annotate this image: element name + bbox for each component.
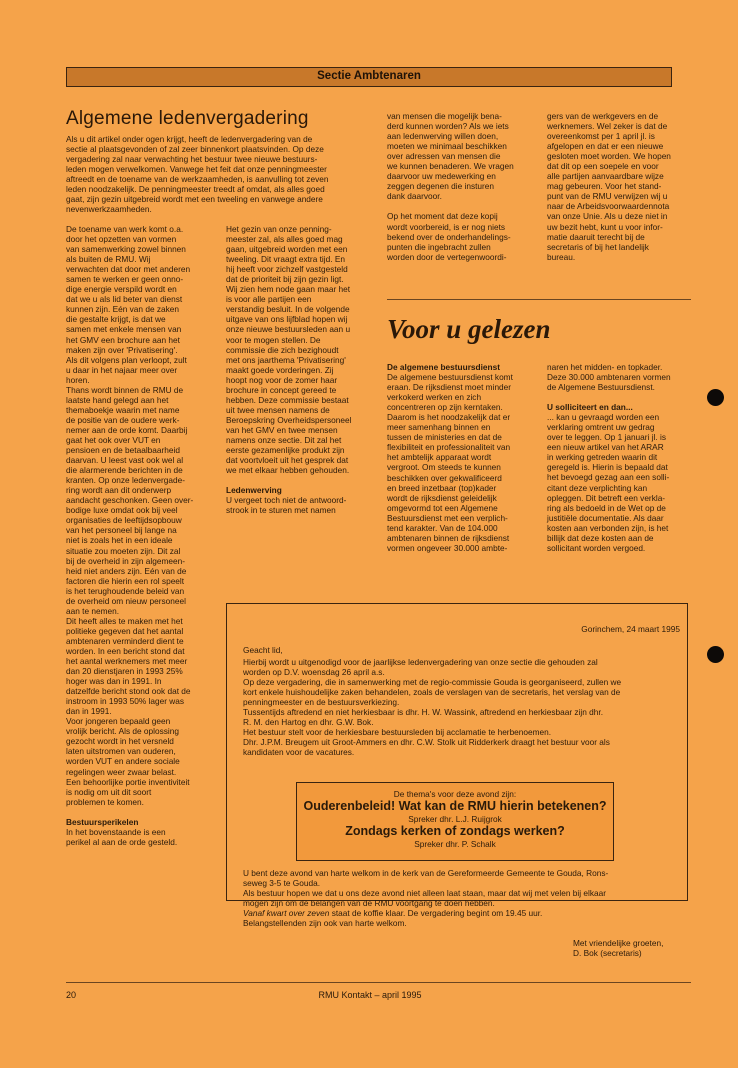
text-line: citant deze verplichting kan bbox=[547, 482, 648, 493]
text-line: verstandig besluit. In de volgende bbox=[226, 304, 350, 315]
text-line: dige energie verspild wordt en bbox=[66, 284, 177, 295]
text-line: situatie zou moeten zijn. Dit zal bbox=[66, 545, 181, 556]
text-line: Wij zien hem node gaan maar het bbox=[226, 284, 351, 295]
text-line: gaat, zijn gezin uitgebreid wordt met een tweeling en vanwege andere bbox=[66, 194, 323, 205]
speaker-1: Spreker dhr. L.J. Ruijgrok bbox=[408, 814, 502, 825]
coffee-text: staat de koffie klaar. De vergadering begint om 19.45 uur. bbox=[329, 908, 543, 919]
text-line: van het GMV en twee mensen bbox=[226, 424, 338, 435]
text-line: uw bezit hebt, kunt u voor infor- bbox=[547, 221, 663, 232]
text-line: door het opzetten van vormen bbox=[66, 234, 177, 245]
text-line: over adressen van mensen die bbox=[387, 151, 501, 162]
text-line: verkokerd werken en zich bbox=[387, 392, 482, 403]
text-line: concentreren op zijn kerntaken. bbox=[387, 402, 503, 413]
text-line: Deze 30.000 ambtenaren vormen bbox=[547, 372, 671, 383]
subheading-u-solliciteert: U solliciteert en dan... bbox=[547, 402, 633, 413]
text-line: billijk dat deze kosten aan de bbox=[547, 532, 654, 543]
text-line: mag gebeuren. Voor het stand- bbox=[547, 181, 662, 192]
text-line: worden op D.V. woensdag 26 april a.s. bbox=[243, 667, 385, 678]
text-line: die gestalte krijgt, is dat we bbox=[66, 314, 166, 325]
welcome-line: Belangstellenden zijn ook van harte welkom. bbox=[243, 918, 407, 929]
theme-2: Zondags kerken of zondags werken? bbox=[345, 824, 565, 839]
text-line: vergroot. Om steeds te kunnen bbox=[387, 462, 501, 473]
text-line: tussen de ministeries en dat de bbox=[387, 432, 502, 443]
text-line: worden VUT en andere sociale bbox=[66, 756, 180, 767]
text-line: kandidaten voor de vacatures. bbox=[243, 747, 355, 758]
text-line: dat dit op een soepele en voor bbox=[547, 161, 659, 172]
text-line: instroom in 1993 50% lager was bbox=[66, 696, 185, 707]
text-line: punt van de RMU verwijzen wij u bbox=[547, 191, 668, 202]
text-line: seweg 3-5 te Gouda. bbox=[243, 878, 321, 889]
regards: Met vriendelijke groeten, bbox=[573, 938, 664, 948]
text-line: Als dit volgens plan verloopt, zult bbox=[66, 354, 187, 365]
text-line: dank daarvoor. bbox=[387, 191, 442, 202]
text-line: meer samenhang binnen en bbox=[387, 422, 491, 433]
text-line: hoger was dan in 1991. In bbox=[66, 676, 162, 687]
text-line: gers van de werkgevers en de bbox=[547, 111, 659, 121]
text-line: vrolijk bericht. Als de oplossing bbox=[66, 726, 179, 737]
text-line: sectie al plaatsgevonden of zal zeer binnenkort plaatsvinden. Op deze bbox=[66, 144, 324, 155]
text-line: afgelopen en dat er een nieuwe bbox=[547, 141, 664, 152]
text-line: daarvan. U leest vast ook wel al bbox=[66, 455, 184, 466]
letter-closing bbox=[243, 868, 683, 928]
text-line: dat voortvloeit uit het gesprek dat bbox=[226, 455, 349, 466]
text-line: nemer aan de orde komt. Daarbij bbox=[66, 424, 188, 435]
text-line: aandacht geschonken. Geen over- bbox=[66, 495, 194, 506]
text-line: commissie die zich bezighoudt bbox=[226, 344, 339, 355]
text-line: Voor jongeren bepaald geen bbox=[66, 716, 171, 727]
text-line: we kunnen benaderen. We vragen bbox=[387, 161, 514, 172]
text-line: tend karakter. Van de 104.000 bbox=[387, 522, 498, 533]
text-line: is het terughoudende beleid van bbox=[66, 585, 185, 596]
text-line: meester zal, als alles goed mag bbox=[226, 234, 343, 245]
text-line: kunnen zijn. Eén van de zaken bbox=[66, 304, 180, 315]
coffee-time: Vanaf kwart over zeven bbox=[243, 908, 330, 919]
text-line: Daarom is het noodzakelijk dat er bbox=[387, 412, 511, 423]
text-line: ambtenaren binnen de rijksdienst bbox=[387, 532, 510, 543]
text-line: Bestuursdienst met een verplich- bbox=[387, 512, 508, 523]
text-line: is nodig om uit dit soort bbox=[66, 786, 152, 797]
text-line: problemen te komen. bbox=[66, 796, 144, 807]
text-line: Een behoorlijke portie inventiviteit bbox=[66, 776, 190, 787]
text-line: en breed inzetbaar (top)kader bbox=[387, 482, 497, 493]
text-line: dan 20 dienstjaren in 1993 25% bbox=[66, 666, 183, 677]
text-line: u daar in het najaar meer over bbox=[66, 364, 178, 375]
text-line: van het personeel bij lange na bbox=[66, 525, 177, 536]
text-line: wordt de rijksdienst geleidelijk bbox=[387, 492, 497, 503]
voor-u-gelezen-title: Voor u gelezen bbox=[387, 314, 551, 344]
text-line: hoopt nog voor de zomer haar bbox=[226, 374, 338, 385]
text-line: het ambtelijk apparaat wordt bbox=[387, 452, 492, 463]
text-line: aan ledenwerving willen doen, bbox=[387, 131, 499, 142]
text-line: gaan, uitgebreid worden met een bbox=[226, 244, 348, 255]
text-line: laten uitstromen van ouderen, bbox=[66, 746, 176, 757]
text-line: wordt voorbereid, is er nog niets bbox=[387, 221, 506, 232]
text-line: geregeld is. Hierin is bepaald dat bbox=[547, 462, 668, 473]
text-line: bureau. bbox=[547, 251, 576, 262]
text-line: organisaties de leeftijdsopbouw bbox=[66, 515, 182, 526]
text-line: Thans wordt binnen de RMU de bbox=[66, 384, 184, 395]
letter-salutation: Geacht lid, bbox=[243, 645, 283, 655]
text-line: flexibiliteit en professionaliteit van bbox=[387, 442, 511, 453]
text-line: overeenkomst per 1 april jl. is bbox=[547, 131, 655, 142]
article-column-4 bbox=[547, 111, 697, 262]
text-line: ring als bedoeld in de Wet op de bbox=[547, 502, 666, 513]
text-line: Beroepskring Overheidspersoneel bbox=[226, 414, 352, 425]
text-line: gesloten moet worden. We hopen bbox=[547, 151, 671, 162]
text-line: In het bovenstaande is een bbox=[66, 826, 166, 837]
text-line: verklaring omtrent uw gedrag bbox=[547, 422, 655, 433]
text-line: van onze Unie. Als u deze niet in bbox=[547, 211, 668, 222]
publication-name: RMU Kontakt – april 1995 bbox=[318, 990, 422, 1000]
text-line: Op deze vergadering, die in samenwerking met de regio-commissie Gouda is georganiseerd, zullen we bbox=[243, 677, 622, 688]
text-line: dan in 1991. bbox=[66, 706, 112, 717]
text-line bbox=[387, 201, 537, 211]
text-line: U vergeet toch niet de antwoord- bbox=[226, 495, 347, 506]
text-line: gaat het ook over VUT en bbox=[66, 434, 161, 445]
text-line: vormen ongeveer 30.000 ambte- bbox=[387, 542, 508, 553]
text-line: we met elkaar hebben gehouden. bbox=[226, 465, 350, 476]
themes-intro: De thema's voor deze avond zijn: bbox=[393, 789, 517, 799]
text-line: sollicitant worden vergoed. bbox=[547, 542, 646, 553]
text-line: nevenwerkzaamheden. bbox=[66, 204, 152, 215]
text-line: uit twee mensen namens de bbox=[226, 404, 330, 415]
text-line: hij heeft voor zichzelf vastgesteld bbox=[226, 264, 348, 275]
text-line: van samenwerking zowel binnen bbox=[66, 244, 186, 255]
text-line: leden noodzakelijk. De penningmeester treedt af omdat, als alles goed bbox=[66, 184, 325, 195]
theme-1: Ouderenbeleid! Wat kan de RMU hierin betekenen? bbox=[303, 799, 607, 814]
text-line: naren het midden- en topkader. bbox=[547, 362, 663, 372]
text-line: aftreedt en de toename van de werkzaamheden, is aanvulling tot zeven bbox=[66, 174, 329, 185]
text-line: is voor alle partijen een bbox=[226, 294, 312, 305]
text-line: opleggen. Dit betreft een verkla- bbox=[547, 492, 666, 503]
text-line: worden door de vertegenwoordi- bbox=[387, 251, 507, 262]
text-line: derd kunnen worden? Als we iets bbox=[387, 121, 509, 132]
text-line: datzelfde bericht stond ook dat de bbox=[66, 686, 191, 697]
text-line: verwachten dat door met anderen bbox=[66, 264, 191, 275]
punch-hole bbox=[707, 389, 724, 406]
text-line: de positie van de oudere werk- bbox=[66, 414, 180, 425]
text-line: samen met enkele mensen van bbox=[66, 324, 182, 335]
text-line: beschikken over gekwalificeerd bbox=[387, 472, 502, 483]
signature: D. Bok (secretaris) bbox=[573, 948, 642, 959]
text-line: daarvoor uw medewerking en bbox=[387, 171, 496, 182]
text-line: het bevoegd gezag aan een solli- bbox=[547, 472, 670, 483]
text-line: uitgave van ons lijfblad hopen wij bbox=[226, 314, 348, 325]
text-line: horen. bbox=[66, 374, 90, 385]
text-line: over te leggen. Op 1 januari jl. is bbox=[547, 432, 666, 443]
text-line: moeten we minimaal beschikken bbox=[387, 141, 507, 152]
text-line: Hierbij wordt u uitgenodigd voor de jaarlijkse ledenvergadering van onze sectie die gehouden zal bbox=[243, 657, 598, 667]
themes-box bbox=[296, 782, 614, 861]
text-line: matie daaruit terecht bij de bbox=[547, 231, 645, 242]
text-line: eerste gezamenlijke produkt zijn bbox=[226, 445, 345, 456]
text-line: gezocht wordt in het versneld bbox=[66, 736, 174, 747]
text-line: als buiten de RMU. Wij bbox=[66, 254, 151, 265]
text-line: tweeling. Dit vraagt extra tijd. En bbox=[226, 254, 345, 265]
text-line: het GMV een brochure aan het bbox=[66, 334, 180, 345]
text-line: bij de overheid in zijn algemeen- bbox=[66, 555, 185, 566]
text-line: hebben. Deze commissie bestaat bbox=[226, 394, 349, 405]
text-line: een nieuw artikel van het ARAR bbox=[547, 442, 664, 453]
text-line: de Algemene Bestuursdienst. bbox=[547, 382, 655, 393]
subheading-bestuursperikelen: Bestuursperikelen bbox=[66, 816, 139, 827]
text-line: samen te werken er geen onno- bbox=[66, 274, 184, 285]
text-line: Tussentijds aftredend en niet herkiesbaar is dhr. H. W. Wassink, aftredend en herkiesbaar zijn dhr. bbox=[243, 707, 604, 718]
text-line: ring wordt aan dit onderwerp bbox=[66, 485, 172, 496]
text-line: Het gezin van onze penning- bbox=[226, 224, 332, 234]
text-line: naar de Arbeidsvoorwaardennota bbox=[547, 201, 670, 212]
text-line: die alarmerende berichten in de bbox=[66, 465, 183, 476]
text-line: factoren die hierin een rol speelt bbox=[66, 575, 185, 586]
punch-hole bbox=[707, 646, 724, 663]
text-line: justitiële documentatie. Als daar bbox=[547, 512, 664, 523]
text-line: ... kan u gevraagd worden een bbox=[547, 412, 660, 423]
text-line: secretaris of bij het landelijk bbox=[547, 241, 649, 252]
text-line: U bent deze avond van harte welkom in de kerk van de Gereformeerde Gemeente te Gouda, Rons- bbox=[243, 868, 609, 878]
article-intro bbox=[66, 134, 386, 214]
text-line: maken zijn over 'Privatisering'. bbox=[66, 344, 178, 355]
gelezen-column-1 bbox=[387, 362, 542, 553]
text-line: Als u dit artikel onder ogen krijgt, heeft de ledenvergadering van de bbox=[66, 134, 313, 144]
article-title: Algemene ledenvergadering bbox=[66, 108, 309, 129]
text-line: kort enkele huishoudelijke zaken behandelen, zoals de verslagen van de secretaris, het verslag van de bbox=[243, 687, 621, 698]
text-line: bodige luxe omdat ook bij veel bbox=[66, 505, 178, 516]
text-line: heid niet anders zijn. Eén van de bbox=[66, 565, 187, 576]
text-line: het aantal werknemers met meer bbox=[66, 656, 188, 667]
text-line: werknemers. Wel zeker is dat de bbox=[547, 121, 668, 132]
text-line: Het bestuur stelt voor de herkiesbare bestuursleden bij acclamatie te herbenoemen. bbox=[243, 727, 552, 738]
text-line: dat de prioriteit bij zijn gezin ligt. bbox=[226, 274, 344, 285]
text-line: namens onze sectie. Dit zal het bbox=[226, 434, 342, 445]
text-line: niet is zoals het in een ideale bbox=[66, 535, 173, 546]
text-line: penningmeester en de bestuursverkiezing. bbox=[243, 697, 400, 708]
text-line: pensioen en de betaalbaarheid bbox=[66, 445, 180, 456]
subheading-ledenwerving: Ledenwerving bbox=[226, 485, 282, 496]
text-line: zeggen degenen die insturen bbox=[387, 181, 495, 192]
text-line: R. M. den Hartog en dhr. G.W. Bok. bbox=[243, 717, 374, 728]
text-line: themaboekje waarin met name bbox=[66, 404, 180, 415]
article-column-1 bbox=[66, 224, 221, 847]
speaker-2: Spreker dhr. P. Schalk bbox=[414, 839, 496, 850]
text-line: strook in te sturen met namen bbox=[226, 505, 336, 516]
divider bbox=[387, 299, 691, 300]
letter-place-date: Gorinchem, 24 maart 1995 bbox=[581, 624, 680, 634]
text-line: De toename van werk komt o.a. bbox=[66, 224, 184, 234]
text-line: laatste hand gelegd aan het bbox=[66, 394, 169, 405]
letter-signoff bbox=[573, 938, 683, 958]
text-line: perikel al aan de orde gesteld. bbox=[66, 836, 178, 847]
text-line: dat we u als lid beter van dienst bbox=[66, 294, 183, 305]
text-line: ambtenaren verminderd dient te bbox=[66, 635, 184, 646]
text-line: de overheid om nieuw personeel bbox=[66, 595, 186, 606]
text-line: kosten aan verbonden zijn, is het bbox=[547, 522, 669, 533]
text-line: onze nieuwe bestuursleden aan u bbox=[226, 324, 351, 335]
text-line: in werking getreden waarin dit bbox=[547, 452, 658, 463]
text-line: kranten. Op onze ledenvergade- bbox=[66, 475, 186, 486]
text-line: aan te nemen. bbox=[66, 605, 120, 616]
footer-rule bbox=[66, 982, 691, 983]
text-line: omgevormd tot een Algemene bbox=[387, 502, 498, 513]
text-line: mogen zijn om de belangen van de RMU voortgang te doen hebben. bbox=[243, 898, 495, 909]
letter-body bbox=[243, 657, 683, 757]
text-line: maakt goede vorderingen. Zij bbox=[226, 364, 334, 375]
text-line: Dhr. J.P.M. Breugem uit Groot-Ammers en dhr. C.W. Stolk uit Ridderkerk draagt het bestuur voor als bbox=[243, 737, 610, 748]
gelezen-column-2 bbox=[547, 362, 697, 553]
text-line: van mensen die mogelijk bena- bbox=[387, 111, 502, 121]
text-line: Dit heeft alles te maken met het bbox=[66, 615, 183, 626]
article-column-3 bbox=[387, 111, 537, 262]
text-line: met ons jaarthema 'Privatisering' bbox=[226, 354, 346, 365]
text-line: Op het moment dat deze kopij bbox=[387, 211, 498, 222]
text-line: punten die ingebracht zullen bbox=[387, 241, 491, 252]
text-line: brochure in concept gereed te bbox=[226, 384, 337, 395]
article-column-2 bbox=[226, 224, 386, 515]
subheading-algemene-bestuursdienst: De algemene bestuursdienst bbox=[387, 362, 500, 372]
text-line: voor te mogen stellen. De bbox=[226, 334, 321, 345]
text-line: De algemene bestuursdienst komt bbox=[387, 372, 513, 383]
text-line: politieke gegeven dat het aantal bbox=[66, 625, 184, 636]
text-line: Als bestuur hopen we dat u ons deze avond niet alleen laat staan, maar dat wij met velen bij elkaar bbox=[243, 888, 606, 899]
section-banner: Sectie Ambtenaren bbox=[66, 67, 672, 87]
text-line: leden mogen verwelkomen. Vanwege het feit dat onze penningmeester bbox=[66, 164, 327, 175]
text-line: alle partijen aanvaardbare wijze bbox=[547, 171, 664, 182]
page-number: 20 bbox=[66, 990, 77, 1000]
text-line: regelingen weer zwaar belast. bbox=[66, 766, 177, 777]
text-line: vergadering zal naar verwachting het bestuur twee nieuwe bestuurs- bbox=[66, 154, 318, 165]
text-line: eraan. De rijksdienst moet minder bbox=[387, 382, 512, 393]
text-line: worden. In een bericht stond dat bbox=[66, 645, 185, 656]
text-line: bekend over de onderhandelings- bbox=[387, 231, 511, 242]
